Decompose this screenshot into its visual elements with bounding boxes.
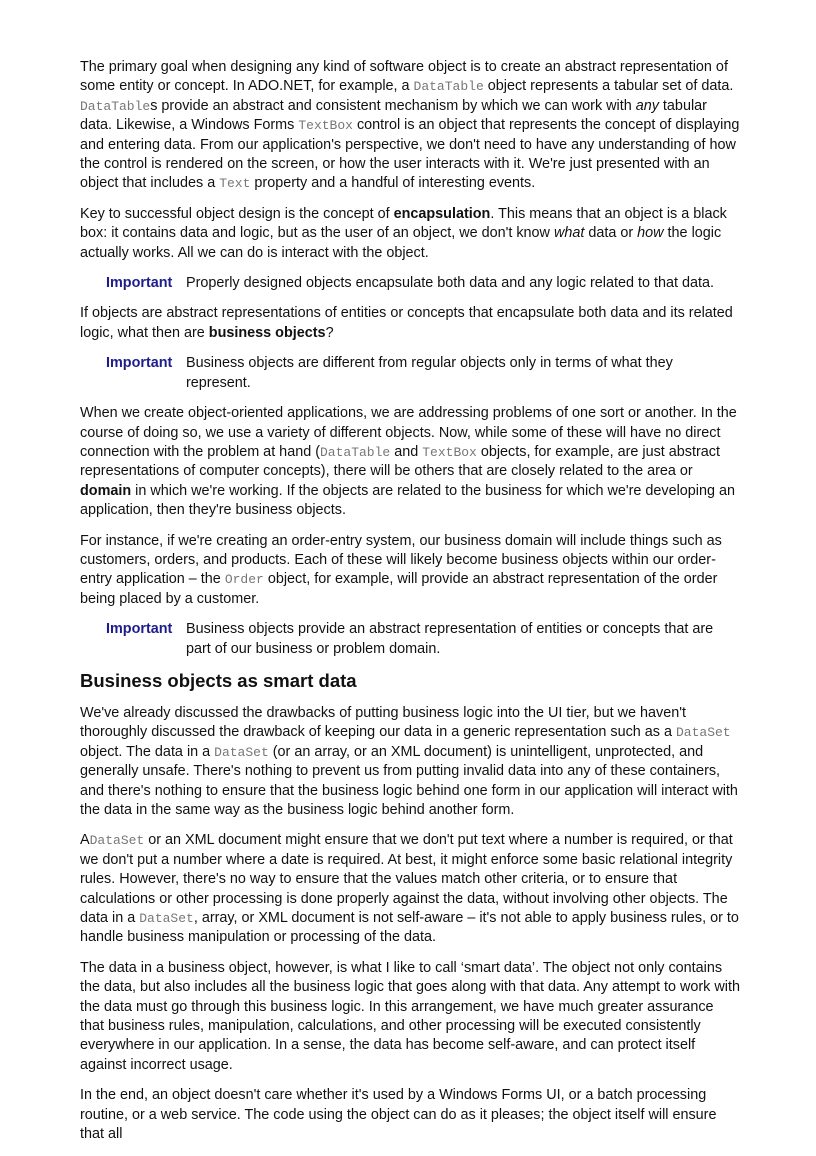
emphasis: how	[637, 225, 664, 242]
text-run: The primary goal when designing any kind of software object is to create an abstract representation of some entity or concept. In ADO.NET, for example, a	[80, 59, 728, 95]
inline-code: Order	[224, 572, 264, 588]
text-run: When we create object-oriented applications, we are addressing problems of one sort or another. In the course of doing so, we use a variety of different objects. Now, while some of these will have no direct connection with the problem at hand (	[80, 405, 737, 460]
text-run: , array, or XML document is not self-aware – it's not able to apply business rules, or to handle business manipulation or processing of the data.	[80, 910, 739, 946]
text-run: A	[80, 832, 90, 849]
text-run: object. The data in a	[80, 743, 215, 760]
text-run: If objects are abstract representations of entities or concepts that encapsulate both data and its related logic, what then are	[80, 305, 733, 341]
paragraph	[80, 58, 740, 194]
text-run: In the end, an object doesn't care whether it's used by a Windows Forms UI, or a batch processing routine, or a web service. The code using the object can do as it pleases; the object itself will ensure that all	[80, 1087, 717, 1143]
text-run: s provide an abstract and consistent mechanism by which we can work with	[150, 97, 636, 114]
inline-code: TextBox	[422, 444, 477, 460]
paragraph	[80, 205, 740, 263]
inline-code: DataTable	[320, 444, 391, 460]
text-run: property and a handful of interesting events.	[250, 175, 536, 192]
text-run: data or	[584, 225, 638, 242]
inline-code: DataSet	[139, 911, 194, 927]
bold-term: domain	[80, 482, 132, 499]
inline-code: DataTable	[413, 79, 484, 95]
text-run: or an XML document might ensure that we don't put text where a number is required, or that we don't put a number where a date is required. At best, it might enforce some basic relational integrity rules. However, there's no way to ensure that the values match other criteria, or to ensure that calculations or other processing is done properly against the data, without involving other objects. The data in a	[80, 832, 733, 927]
important-note	[106, 274, 740, 293]
note-label: Important	[106, 275, 173, 292]
text-run: (or an array, or an XML document) is unintelligent, unprotected, and generally unsafe. There's nothing to prevent us from putting invalid data into any of these containers, and there's nothing to ensure that the business logic behind one form in our application will interact with the data in the same way as the business logic behind another form.	[80, 743, 738, 818]
paragraph	[80, 1086, 740, 1144]
text-run: ?	[325, 324, 334, 341]
note-text: Business objects are different from regular objects only in terms of what they represent.	[186, 355, 673, 391]
text-run: in which we're working. If the objects are related to the business for which we're developing an application, then they're business objects.	[80, 482, 736, 519]
text-run: . This means that an object is a black box: it contains data and logic, but as the user of an object, we don't know	[80, 205, 727, 242]
text-run: Key to successful object design is the concept of	[80, 205, 394, 222]
text-run: the logic actually works. All we can do is interact with the object.	[80, 225, 722, 261]
inline-code: Text	[219, 176, 251, 192]
text-run: control is an object that represents the concept of displaying and entering data. From our application's perspective, we don't need to have any understanding of how the control is rendered on the screen, or how the user interacts with it. We're just presented with an object that includes a	[80, 117, 740, 192]
inline-code: DataTable	[80, 98, 151, 114]
text-run: We've already discussed the drawbacks of putting business logic into the UI tier, but we haven't thoroughly discussed the drawback of keeping our data in a generic representation such as a	[80, 704, 686, 741]
important-note	[106, 620, 740, 659]
inline-code: DataSet	[675, 725, 731, 741]
paragraph	[80, 532, 740, 610]
text-run: and	[390, 443, 423, 460]
note-text: Properly designed objects encapsulate both data and any logic related to that data.	[186, 275, 715, 292]
text-run: The data in a business object, however, is what I like to call ‘smart data’. The object not only contains the data, but also includes all the business logic that goes along with that data. Any attempt to work with the data must go through this business logic. In this arrangement, we have much greater assurance that business rules, manipulation, calculations, and other processing will be executed consistently everywhere in our application. In a sense, the data has become self-aware, and can protect itself against incorrect usage.	[80, 959, 740, 1073]
paragraph	[80, 304, 740, 343]
important-note	[106, 354, 740, 393]
document-body	[80, 58, 740, 1156]
note-text: Business objects provide an abstract representation of entities or concepts that are part of our business or problem domain.	[186, 621, 714, 657]
text-run: tabular data. Likewise, a Windows Forms	[80, 97, 707, 134]
text-run: objects, for example, are just abstract representations of computer concepts), there will be others that are closely related to the area or	[80, 443, 720, 480]
bold-term: encapsulation	[393, 205, 491, 222]
paragraph	[80, 959, 740, 1075]
paragraph	[80, 404, 740, 520]
note-label: Important	[106, 355, 173, 372]
note-label: Important	[106, 621, 173, 638]
text-run: For instance, if we're creating an order-entry system, our business domain will include things such as customers, orders, and products. Each of these will likely become business objects within our order-entry application – the	[80, 532, 722, 588]
bold-term: business objects	[208, 324, 326, 341]
paragraph	[80, 704, 740, 820]
inline-code: TextBox	[298, 118, 353, 134]
emphasis: what	[553, 225, 585, 242]
emphasis: any	[635, 97, 659, 114]
inline-code: DataSet	[89, 833, 145, 849]
inline-code: DataSet	[214, 744, 269, 760]
section-heading: Business objects as smart data	[80, 669, 357, 691]
text-run: object represents a tabular set of data.	[483, 78, 734, 95]
paragraph	[80, 831, 740, 947]
text-run: object, for example, will provide an abstract representation of the order being placed by a customer.	[80, 571, 718, 607]
